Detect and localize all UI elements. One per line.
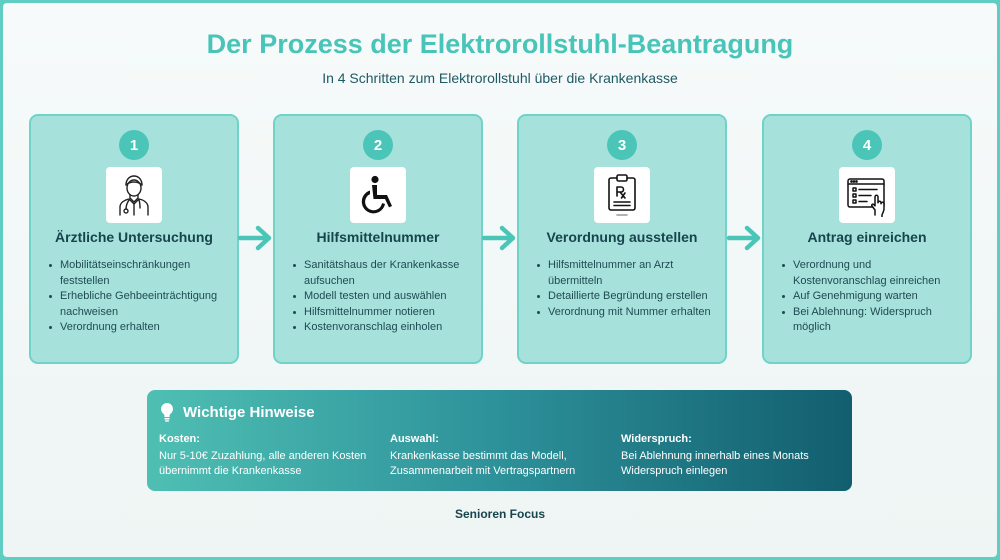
step-title: Hilfsmittelnummer xyxy=(316,229,440,245)
list-item: Detaillierte Begründung erstellen xyxy=(537,289,715,305)
page-title: Der Prozess der Elektrorollstuhl-Beantragung xyxy=(206,29,794,59)
list-item: Hilfsmittelnummer notieren xyxy=(293,305,471,321)
doctor-icon xyxy=(106,167,162,223)
step-card-4 xyxy=(762,114,972,364)
step-checklist xyxy=(293,258,471,336)
footer-brand: Senioren Focus xyxy=(454,507,546,521)
list-item: Modell testen und auswählen xyxy=(293,289,471,305)
note-label: Widerspruch: xyxy=(621,433,692,445)
list-item: Hilfsmittelnummer an Arzt übermitteln xyxy=(537,258,715,289)
note-costs xyxy=(159,432,379,480)
notes-header xyxy=(159,402,315,422)
note-text: Bei Ablehnung innerhalb eines Monats Widerspruch einlegen xyxy=(621,449,809,477)
note-selection xyxy=(390,432,610,480)
step-card-1 xyxy=(29,114,239,364)
arrow-right-icon xyxy=(238,224,274,252)
application-form-icon xyxy=(839,167,895,223)
note-label: Kosten: xyxy=(159,433,200,445)
wheelchair-icon xyxy=(350,167,406,223)
step-card-2 xyxy=(273,114,483,364)
important-notes-panel xyxy=(147,390,852,491)
step-number-badge: 1 xyxy=(119,130,149,160)
step-checklist xyxy=(537,258,715,320)
step-number-badge: 3 xyxy=(607,130,637,160)
note-text: Krankenkasse bestimmt das Modell, Zusammenarbeit mit Vertragspartnern xyxy=(390,449,576,477)
list-item: Mobilitätseinschränkungen feststellen xyxy=(49,258,227,289)
step-title: Verordnung ausstellen xyxy=(546,229,698,245)
list-item: Verordnung mit Nummer erhalten xyxy=(537,305,715,321)
prescription-icon xyxy=(594,167,650,223)
list-item: Auf Genehmigung warten xyxy=(782,289,960,305)
note-objection xyxy=(621,432,841,480)
page-subtitle: In 4 Schritten zum Elektrorollstuhl über die Krankenkasse xyxy=(322,70,678,86)
step-number-badge: 4 xyxy=(852,130,882,160)
list-item: Kostenvoranschlag einholen xyxy=(293,320,471,336)
step-card-3 xyxy=(517,114,727,364)
list-item: Verordnung und Kostenvoranschlag einreichen xyxy=(782,258,960,289)
arrow-right-icon xyxy=(727,224,763,252)
step-title: Antrag einreichen xyxy=(807,229,927,245)
step-checklist xyxy=(782,258,960,336)
note-text: Nur 5-10€ Zuzahlung, alle anderen Kosten übernimmt die Krankenkasse xyxy=(159,449,367,477)
list-item: Bei Ablehnung: Widerspruch möglich xyxy=(782,305,960,336)
list-item: Erhebliche Gehbeeinträchtigung nachweisen xyxy=(49,289,227,320)
step-number-badge: 2 xyxy=(363,130,393,160)
step-title: Ärztliche Untersuchung xyxy=(55,229,213,245)
lightbulb-icon xyxy=(159,402,175,422)
notes-title: Wichtige Hinweise xyxy=(183,403,315,421)
step-checklist xyxy=(49,258,227,336)
note-label: Auswahl: xyxy=(390,433,439,445)
list-item: Sanitätshaus der Krankenkasse aufsuchen xyxy=(293,258,471,289)
list-item: Verordnung erhalten xyxy=(49,320,227,336)
arrow-right-icon xyxy=(482,224,518,252)
